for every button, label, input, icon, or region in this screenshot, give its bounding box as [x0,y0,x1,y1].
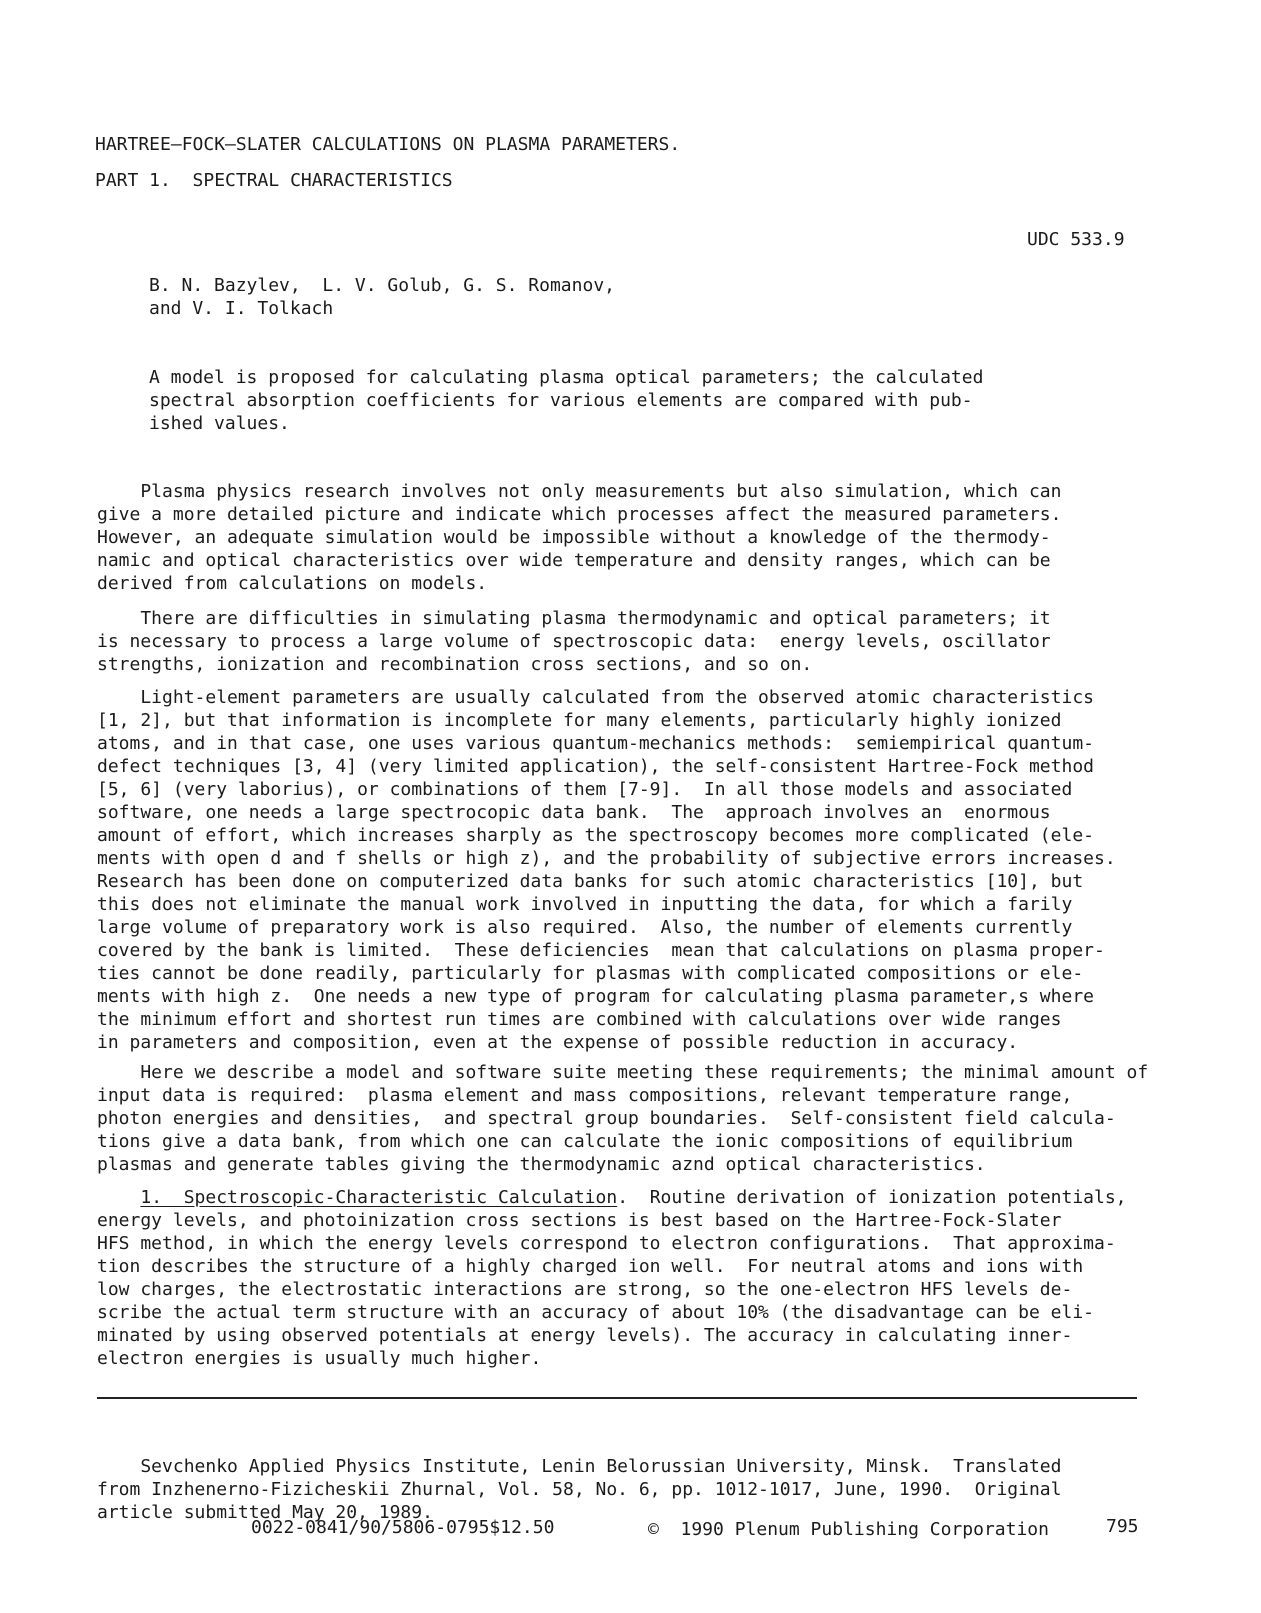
text-line: [1, 2], but that information is incomplete for many elements, particularly highly ionized [97,710,1062,731]
text-line: give a more detailed picture and indicate which processes affect the measured parameters. [97,504,1062,525]
text-line: Light-element parameters are usually calculated from the observed atomic characteristics [97,687,1094,708]
body-paragraph-3 [97,640,1116,1077]
page-number: 795 [1106,1516,1139,1537]
text-line: this does not eliminate the manual work involved in inputting the data, for which a farily [97,894,1073,915]
paper-subtitle: PART 1. SPECTRAL CHARACTERISTICS [95,170,453,191]
abstract-line: ished values. [149,413,290,434]
authors-line: and V. I. Tolkach [149,298,334,319]
text-line: ments with open d and f shells or high z), and the probability of subjective errors increases. [97,848,1116,869]
text-line: minated by using observed potentials at energy levels). The accuracy in calculating inner- [97,1325,1073,1346]
text-line: low charges, the electrostatic interactions are strong, so the one-electron HFS levels de- [97,1279,1073,1300]
text-line: defect techniques [3, 4] (very limited application), the self-consistent Hartree-Fock method [97,756,1094,777]
footnote-line: from Inzhenerno-Fizicheskii Zhurnal, Vol. 58, No. 6, pp. 1012-1017, June, 1990. Original [97,1479,1062,1500]
text-line: HFS method, in which the energy levels correspond to electron configurations. That approxima- [97,1233,1116,1254]
text-line: [5, 6] (very laborius), or combinations of them [7-9]. In all those models and associated [97,779,1073,800]
text-line: derived from calculations on models. [97,573,488,594]
text-line: the minimum effort and shortest run times are combined with calculations over wide ranges [97,1009,1062,1030]
section-1 [97,1140,1127,1393]
udc-code: UDC 533.9 [1027,229,1125,250]
text-line: strengths, ionization and recombination cross sections, and so on. [97,654,813,675]
abstract-line: A model is proposed for calculating plasma optical parameters; the calculated [149,367,984,388]
text-line: atoms, and in that case, one uses various quantum-mechanics methods: semiempirical quantum- [97,733,1094,754]
section-first-line [97,1186,1127,1209]
text-line: energy levels, and photoinization cross sections is best based on the Hartree-Fock-Slater [97,1210,1062,1231]
text-line: scribe the actual term structure with an accuracy of about 10% (the disadvantage can be eli- [97,1302,1094,1323]
section-heading-rest: . Routine derivation of ionization potentials, [617,1187,1127,1208]
text-line: Research has been done on computerized data banks for such atomic characteristics [10], but [97,871,1084,892]
authors-line: B. N. Bazylev, L. V. Golub, G. S. Romanov, [149,275,615,296]
text-line: large volume of preparatory work is also required. Also, the number of elements currently [97,917,1073,938]
text-line: in parameters and composition, even at the expense of possible reduction in accuracy. [97,1032,1019,1053]
footnote-line: article submitted May 20, 1989. [97,1502,433,1523]
text-line: There are difficulties in simulating plasma thermodynamic and optical parameters; it [97,608,1051,629]
copyright: © 1990 Plenum Publishing Corporation [648,1519,1049,1540]
text-line: ments with high z. One needs a new type of program for calculating plasma parameter,s where [97,986,1094,1007]
text-line: plasmas and generate tables giving the thermodynamic aznd optical characteristics. [97,1154,986,1175]
text-line: electron energies is usually much higher. [97,1348,542,1369]
text-line: photon energies and densities, and spectral group boundaries. Self-consistent field calcula- [97,1108,1116,1129]
text-line: tion describes the structure of a highly charged ion well. For neutral atoms and ions with [97,1256,1084,1277]
text-line: Here we describe a model and software suite meeting these requirements; the minimal amount of [97,1062,1149,1083]
text-line: Plasma physics research involves not only measurements but also simulation, which can [97,481,1062,502]
text-line: namic and optical characteristics over wide temperature and density ranges, which can be [97,550,1051,571]
text-line: is necessary to process a large volume of spectroscopic data: energy levels, oscillator [97,631,1051,652]
text-line: software, one needs a large spectrocopic data bank. The approach involves an enormous [97,802,1051,823]
text-line: covered by the bank is limited. These deficiencies mean that calculations on plasma proper- [97,940,1105,961]
text-line: ties cannot be done readily, particularly for plasmas with complicated compositions or ele- [97,963,1084,984]
paper-title: HARTREE—FOCK—SLATER CALCULATIONS ON PLASMA PARAMETERS. [95,134,681,155]
text-line: amount of effort, which increases sharply as the spectroscopy becomes more complicated (ele- [97,825,1094,846]
abstract-line: spectral absorption coefficients for various elements are compared with pub- [149,390,973,411]
section-heading: 1. Spectroscopic-Characteristic Calculation [140,1187,618,1208]
footnote-line: Sevchenko Applied Physics Institute, Lenin Belorussian University, Minsk. Translated [97,1456,1062,1477]
article-code: 0022-0841/90/5806-0795$12.50 [251,1517,555,1538]
text-line: input data is required: plasma element and mass compositions, relevant temperature range, [97,1085,1073,1106]
footnote-divider [97,1397,1137,1399]
text-line: tions give a data bank, from which one can calculate the ionic compositions of equilibrium [97,1131,1073,1152]
text-line: However, an adequate simulation would be impossible without a knowledge of the thermody- [97,527,1051,548]
